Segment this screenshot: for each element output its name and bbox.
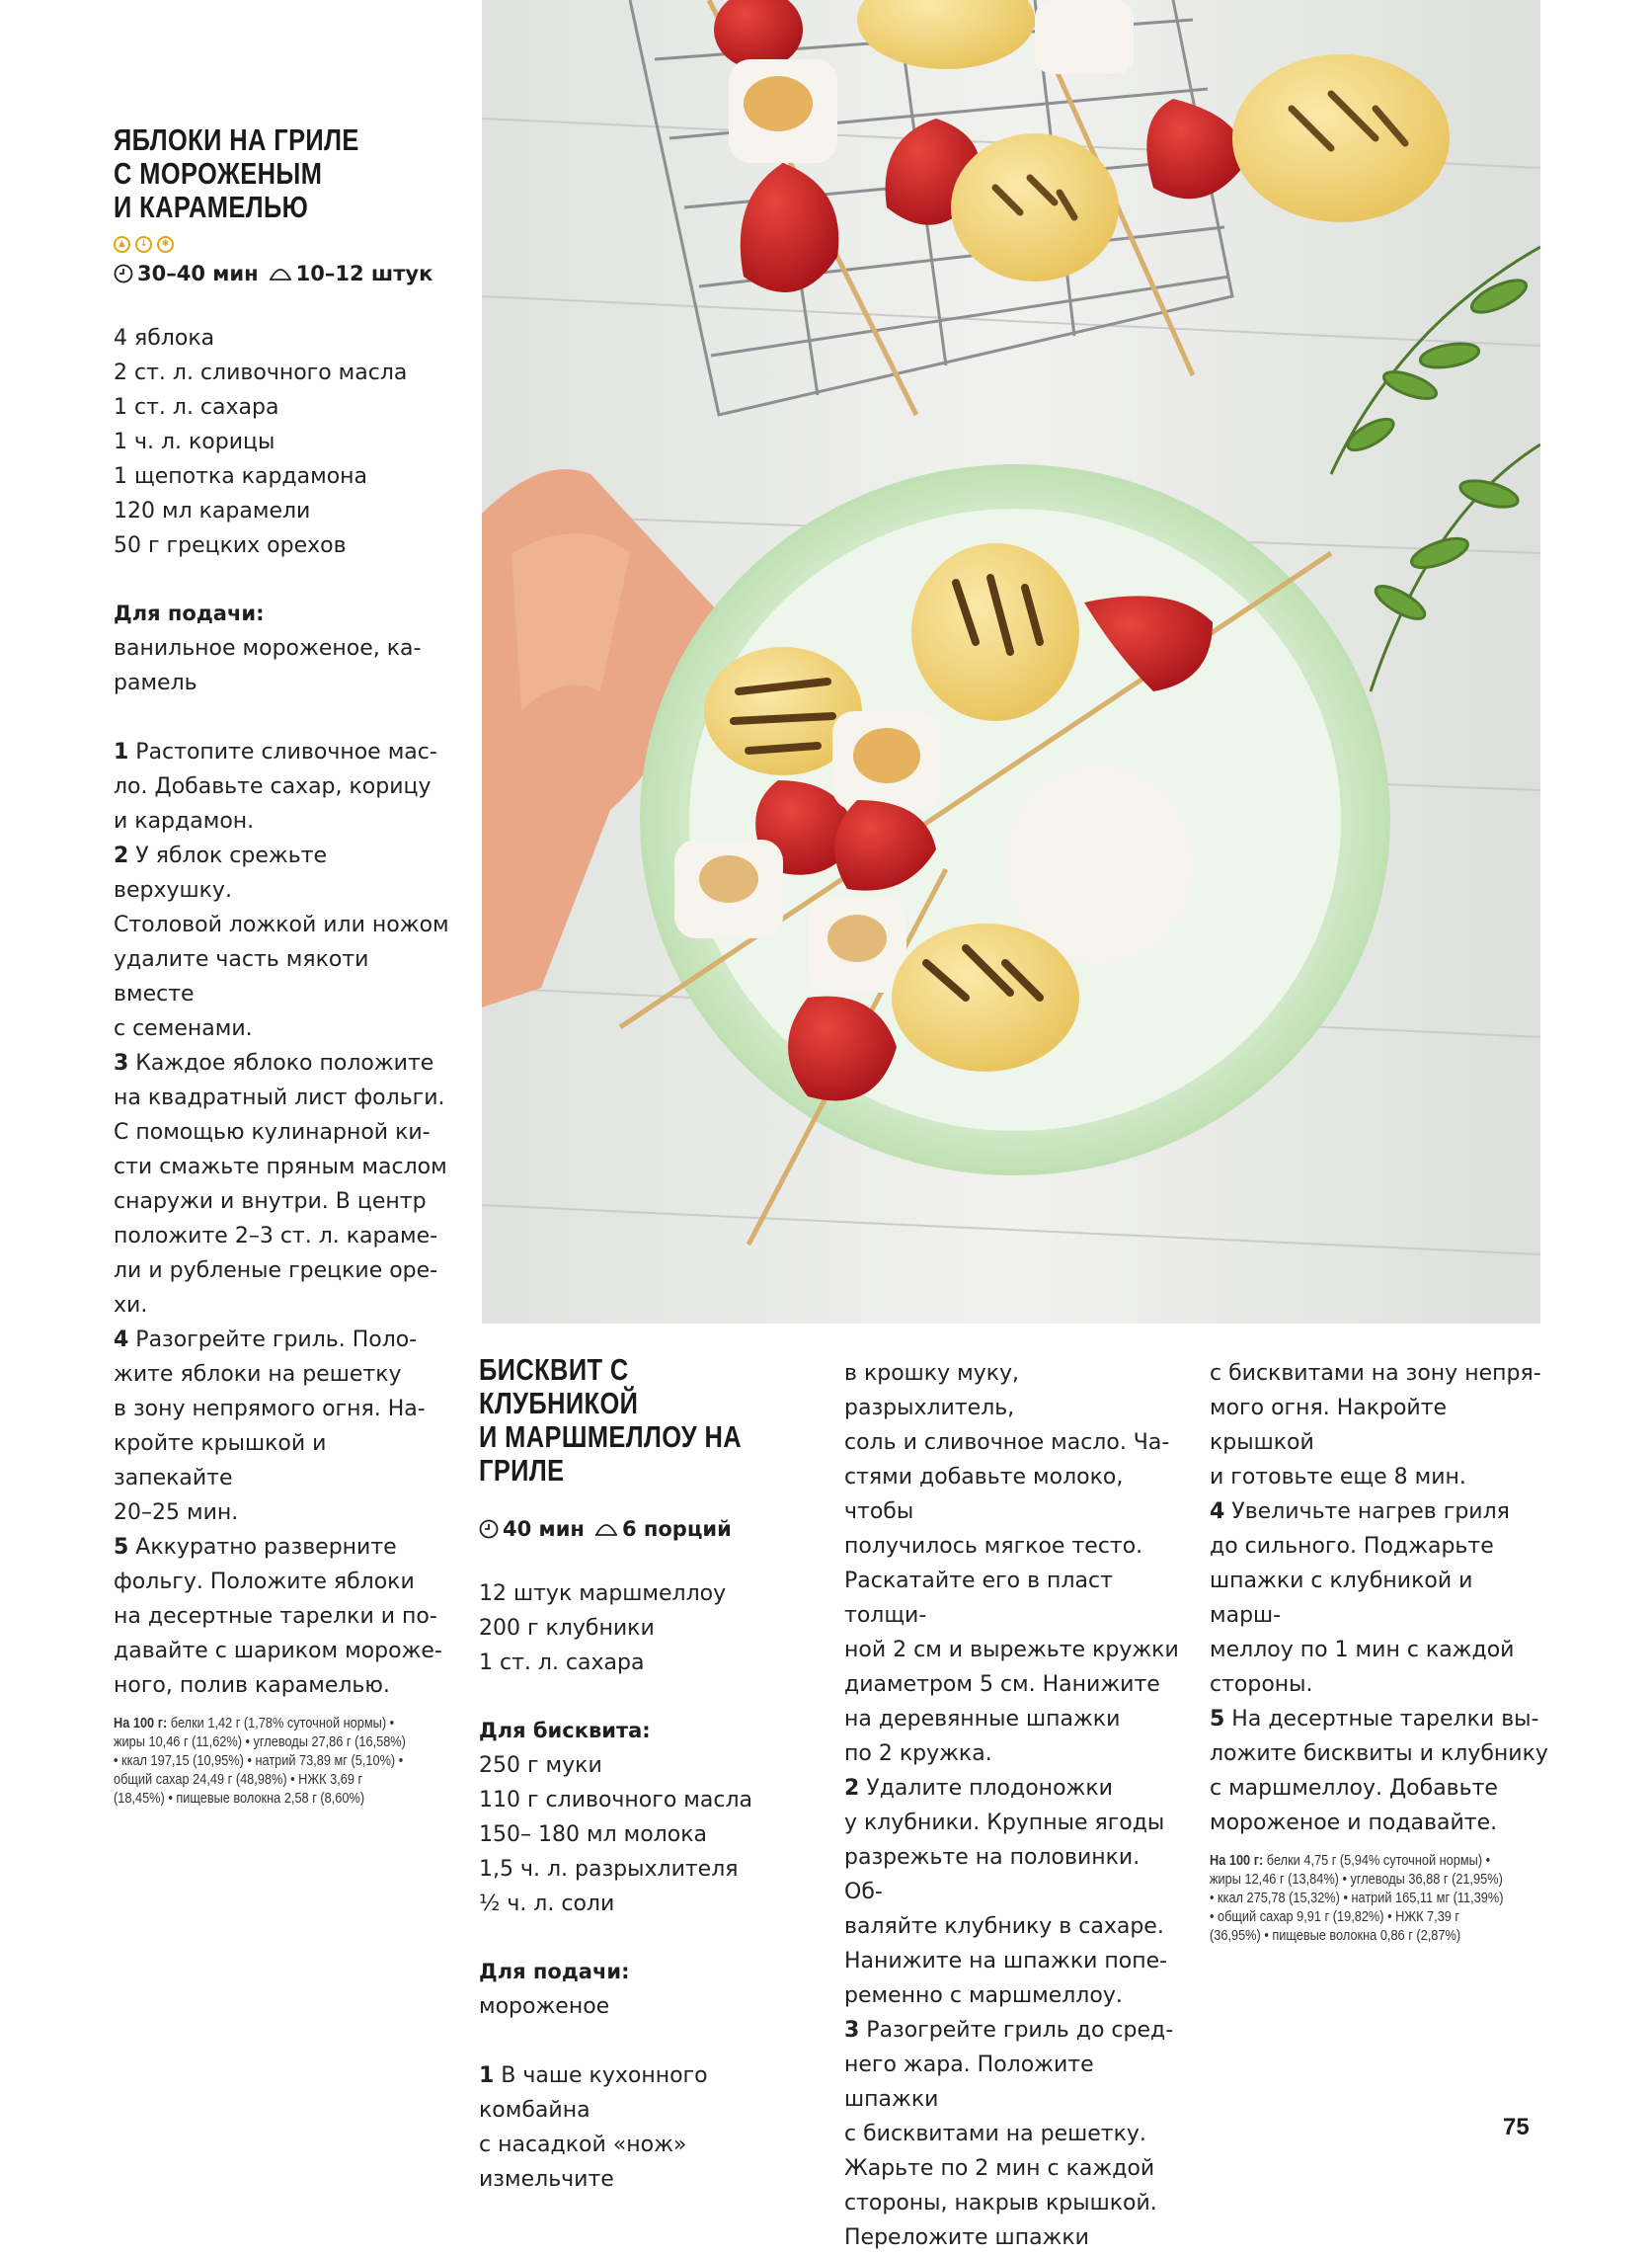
- step-line: У яблок срежьте верхушку.: [114, 844, 328, 903]
- step-line: Переложите шпажки: [844, 2225, 1089, 2250]
- nutrition-text: белки 4,75 г (5,94% суточной нормы) • жиры 12,46 г (13,84%) • углеводы 36,88 г (21,95%) • ккал 275,78 (15,32%) • натрий 165,11 мг (11,39%) • общий сахар 9,91 г (19,82%) • НЖК 7,39 г (36,95%) • пищевые волокна 0,86 г (2,87%): [1210, 1853, 1504, 1944]
- step-number: 3: [844, 2018, 860, 2043]
- step-line: валяйте клубнику в сахаре.: [844, 1914, 1164, 1939]
- ingredient-item: 2 ст. л. сливочного масла: [114, 361, 408, 385]
- serving-icon: [594, 1519, 618, 1539]
- step-line: Аккуратно разверните: [128, 1535, 397, 1560]
- nutrition-label: На 100 г:: [114, 1716, 168, 1732]
- recipe2-time: 40 мин: [503, 1517, 585, 1541]
- ingredient-item: 1 ст. л. сахара: [114, 395, 279, 420]
- step-line: на квадратный лист фольги.: [114, 1086, 445, 1110]
- step-line: Раскатайте его в пласт толщи-: [844, 1569, 1113, 1628]
- nutrition-label: На 100 г:: [1210, 1853, 1264, 1869]
- recipe2-column-2: [844, 1356, 1185, 2255]
- step-line: Столовой ложкой или ножом: [114, 913, 449, 937]
- recipe2-ingredients: [479, 1576, 815, 1680]
- step-line: Растопите сливочное мас-: [128, 740, 437, 765]
- step: [114, 839, 449, 1046]
- cheese-icon: ▲: [114, 236, 130, 253]
- step-line: с насадкой «нож» измельчите: [479, 2133, 687, 2192]
- step-line: в зону непрямого огня. На-: [114, 1397, 426, 1421]
- recipe2-column-3: [1210, 1356, 1550, 1946]
- step-line: меллоу по 1 мин с каждой: [1210, 1638, 1515, 1662]
- step-line: в крошку муку, разрыхлитель,: [844, 1361, 1020, 1420]
- ingredient-item: 120 мл карамели: [114, 499, 311, 523]
- clock-icon: [479, 1519, 499, 1539]
- recipe1-ingredients: [114, 321, 449, 563]
- recipe2-serving-title: Для подачи:: [479, 1960, 630, 1983]
- step-line: 20–25 мин.: [114, 1500, 239, 1525]
- step-line: ременно с маршмеллоу.: [844, 1983, 1123, 2008]
- step-line: мороженое и подавайте.: [1210, 1811, 1498, 1835]
- step-line: на десертные тарелки и по-: [114, 1604, 437, 1629]
- step-line: С помощью кулинарной ки-: [114, 1120, 431, 1145]
- step-number: 1: [479, 2063, 495, 2088]
- step-line: Удалите плодоножки: [859, 1776, 1113, 1801]
- recipe2-nutrition: [1210, 1852, 1510, 1946]
- step-line: Разогрейте гриль. Поло-: [128, 1328, 418, 1352]
- biscuit-item: 150– 180 мл молока: [479, 1822, 707, 1847]
- serving-line: ванильное мороженое, ка-: [114, 636, 422, 661]
- step: [844, 2013, 1185, 2255]
- step-number: 1: [114, 740, 129, 765]
- recipe2-title-line: БИСКВИТ С КЛУБНИКОЙ: [479, 1352, 639, 1420]
- step-line: диаметром 5 см. Нанижите: [844, 1672, 1160, 1697]
- step-line: Нанижите на шпажки попе-: [844, 1949, 1168, 1973]
- step-line: На десертные тарелки вы-: [1224, 1707, 1539, 1732]
- step-line: ложите бисквиты и клубнику: [1210, 1741, 1548, 1766]
- step-line: фольгу. Положите яблоки: [114, 1570, 415, 1594]
- step-number: 3: [114, 1051, 129, 1076]
- recipe2-title: [479, 1353, 754, 1488]
- recipe2-biscuit-title: Для бисквита:: [479, 1719, 651, 1742]
- step-line: разрежьте на половинки. Об-: [844, 1845, 1141, 1904]
- step: [114, 1530, 449, 1703]
- step-line: с семенами.: [114, 1016, 253, 1041]
- recipe1-steps: [114, 735, 449, 1703]
- clock-icon: [114, 264, 133, 283]
- recipe2-yield: 6 порций: [621, 1517, 732, 1541]
- step-line: шпажки с клубникой и марш-: [1210, 1569, 1473, 1628]
- step-line: на деревянные шпажки: [844, 1707, 1121, 1732]
- step-line: удалите часть мякоти вместе: [114, 947, 369, 1007]
- step-line: Увеличьте нагрев гриля: [1224, 1499, 1510, 1524]
- step-line: сти смажьте пряным маслом: [114, 1155, 447, 1179]
- step-line: у клубники. Крупные ягоды: [844, 1811, 1165, 1835]
- ingredient-item: 1 ст. л. сахара: [479, 1651, 645, 1675]
- step-line: стороны.: [1210, 1672, 1313, 1697]
- step-line: кройте крышкой и запекайте: [114, 1431, 327, 1490]
- nutrition-text: белки 1,42 г (1,78% суточной нормы) • жиры 10,46 г (11,62%) • углеводы 27,86 г (16,58%) • ккал 197,15 (10,95%) • натрий 73,89 мг (5,10%) • общий сахар 24,49 г (48,98%) • НЖК 3,69 г (18,45%) • пищевые волокна 2,58 г (8,60%): [114, 1716, 406, 1807]
- step-number: 5: [1210, 1707, 1225, 1732]
- step-number: 5: [114, 1535, 129, 1560]
- recipe1-meta: [114, 262, 449, 285]
- step: [844, 1771, 1185, 2013]
- step-line: снаружи и внутри. В центр: [114, 1189, 427, 1214]
- step-line: Жарьте по 2 мин с каждой: [844, 2156, 1155, 2181]
- step: [1210, 1494, 1550, 1702]
- recipe1-yield: 10–12 штук: [295, 262, 433, 285]
- step-line: него жара. Положите шпажки: [844, 2053, 1094, 2112]
- recipe1-title-line: И КАРАМЕЛЬЮ: [114, 190, 309, 224]
- ingredient-item: 4 яблока: [114, 326, 215, 351]
- ingredient-item: 1 щепотка кардамона: [114, 464, 368, 489]
- recipe1-serving-title: Для подачи:: [114, 602, 265, 625]
- recipe1-time: 30–40 мин: [137, 262, 259, 285]
- step-line: и готовьте еще 8 мин.: [1210, 1465, 1466, 1490]
- step: [114, 1323, 449, 1530]
- step-line: соль и сливочное масло. Ча-: [844, 1430, 1170, 1455]
- recipe1-title-line: ЯБЛОКИ НА ГРИЛЕ: [114, 122, 359, 157]
- ingredient-item: 50 г грецких орехов: [114, 533, 347, 558]
- biscuit-item: 1,5 ч. л. разрыхлителя: [479, 1857, 739, 1882]
- step-line: по 2 кружка.: [844, 1741, 992, 1766]
- serving-item: мороженое: [479, 1994, 610, 2019]
- step-line: Разогрейте гриль до сред-: [859, 2018, 1174, 2043]
- biscuit-item: 110 г сливочного масла: [479, 1788, 752, 1812]
- step-line: давайте с шариком мороже-: [114, 1639, 442, 1663]
- step-line: с бисквитами на зону непря-: [1210, 1361, 1541, 1386]
- ingredient-item: 200 г клубники: [479, 1616, 655, 1641]
- step-line: ло. Добавьте сахар, корицу: [114, 774, 432, 799]
- step: [114, 1046, 449, 1323]
- step-line: с маршмеллоу. Добавьте: [1210, 1776, 1498, 1801]
- serving-line: рамель: [114, 671, 197, 695]
- recipe2-step-1: [479, 2058, 815, 2197]
- recipe1-nutrition: [114, 1715, 414, 1809]
- step-line: стями добавьте молоко, чтобы: [844, 1465, 1124, 1524]
- arrow-down-icon: ↓: [135, 236, 152, 253]
- recipe1-title-line: С МОРОЖЕНЫМ: [114, 156, 323, 191]
- step-line: ной 2 см и вырежьте кружки: [844, 1638, 1179, 1662]
- recipe2-title-line: И МАРШМЕЛЛОУ НА ГРИЛЕ: [479, 1419, 743, 1488]
- diet-badges: [114, 234, 449, 254]
- step-number: 2: [844, 1776, 860, 1801]
- step-line: ли и рубленые грецкие оре-: [114, 1258, 438, 1283]
- step-line: Каждое яблоко положите: [128, 1051, 434, 1076]
- step-line: мого огня. Накройте крышкой: [1210, 1396, 1448, 1455]
- biscuit-item: ½ ч. л. соли: [479, 1892, 615, 1916]
- step-line: с бисквитами на решетку.: [844, 2122, 1146, 2146]
- step-number: 4: [114, 1328, 129, 1352]
- step-line: стороны, накрыв крышкой.: [844, 2191, 1157, 2215]
- food-illustration: [482, 0, 1540, 1324]
- step-number: 2: [114, 844, 129, 868]
- step-line: В чаше кухонного комбайна: [479, 2063, 708, 2123]
- page-number: 75: [1503, 2114, 1530, 2140]
- recipe2-meta: [479, 1517, 815, 1541]
- step-line: и кардамон.: [114, 809, 255, 834]
- step-line: получилось мягкое тесто.: [844, 1534, 1143, 1559]
- step: [1210, 1702, 1550, 1840]
- step-line: хи.: [114, 1293, 148, 1318]
- nut-icon: ✱: [157, 236, 174, 253]
- step-number: 4: [1210, 1499, 1225, 1524]
- biscuit-item: 250 г муки: [479, 1753, 602, 1778]
- ingredient-item: 1 ч. л. корицы: [114, 430, 275, 454]
- step: [114, 735, 449, 839]
- recipe2-column-1: [479, 1353, 815, 2197]
- food-photo: [482, 0, 1540, 1324]
- ingredient-item: 12 штук маршмеллоу: [479, 1581, 727, 1606]
- step-line: ного, полив карамелью.: [114, 1673, 390, 1698]
- step-line: жите яблоки на решетку: [114, 1362, 402, 1387]
- serving-icon: [269, 264, 292, 283]
- step-line: до сильного. Поджарьте: [1210, 1534, 1494, 1559]
- recipe1-title: [114, 123, 389, 224]
- recipe1-column: [114, 123, 449, 1809]
- step-line: положите 2–3 ст. л. караме-: [114, 1224, 438, 1248]
